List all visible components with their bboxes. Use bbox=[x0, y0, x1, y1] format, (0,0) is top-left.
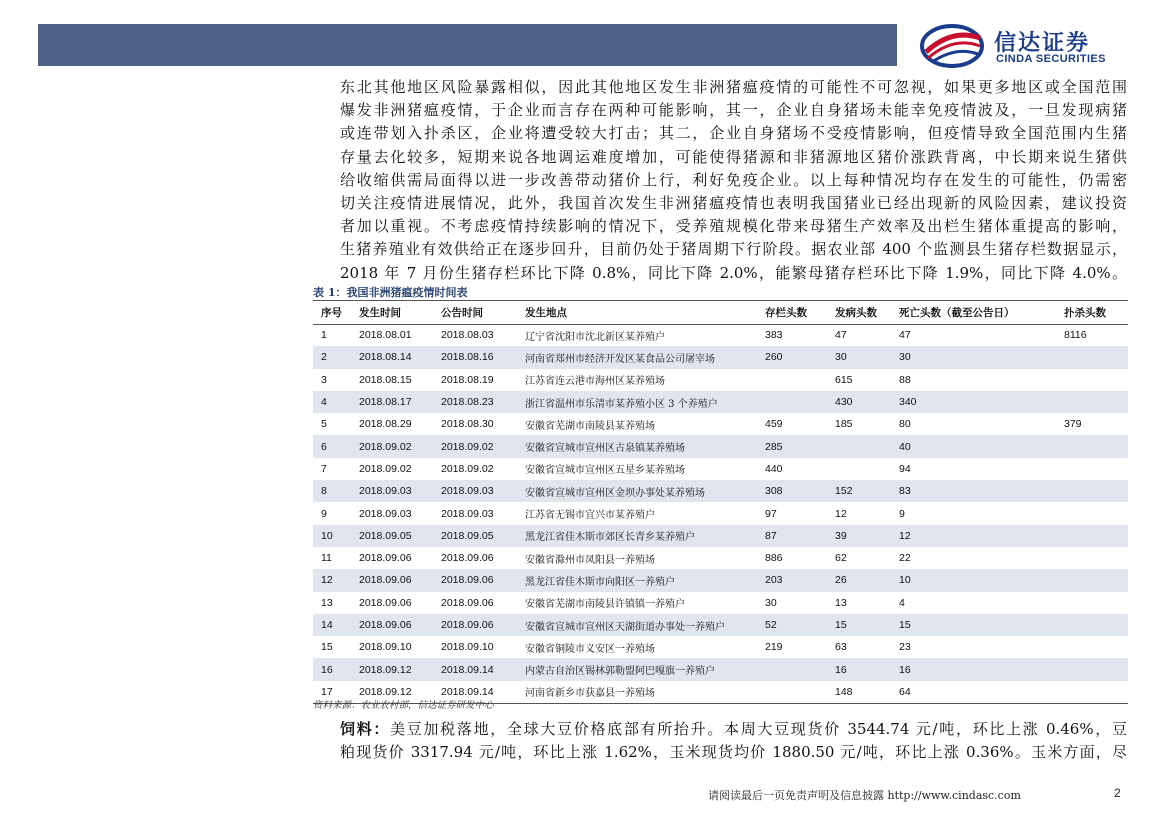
table-row bbox=[313, 324, 1128, 346]
table-cell: 15 bbox=[321, 641, 333, 654]
table-cell: 8 bbox=[313, 480, 351, 502]
table-cell bbox=[1056, 369, 1128, 391]
table-cell: 3 bbox=[321, 373, 327, 386]
paragraph-line: 存量去化较多，短期来说各地调运难度增加，可能使得猪源和非猪源地区猪价涨跌背离，中长期来说生猪供 bbox=[340, 147, 1127, 166]
table-cell: 2018.09.06 bbox=[441, 596, 494, 609]
table-cell: 440 bbox=[765, 462, 783, 475]
table-row bbox=[313, 502, 1128, 524]
table-cell: 2018.09.06 bbox=[441, 552, 494, 565]
table-cell: 7 bbox=[321, 462, 327, 475]
header-cell: 序号 bbox=[313, 302, 351, 324]
table-cell: 40 bbox=[891, 435, 1056, 457]
paragraph-line: 东北其他地区风险暴露相似，因此其他地区发生非洲猪瘟疫情的可能性不可忽视，如果更多地区或全国范围 bbox=[340, 78, 1127, 96]
table-cell bbox=[1056, 636, 1128, 658]
table-cell: 2018.08.15 bbox=[359, 373, 412, 386]
table-cell: 383 bbox=[765, 329, 783, 342]
table-cell: 12 bbox=[835, 507, 847, 520]
paragraph-line: 爆发非洲猪瘟疫情，于企业而言存在两种可能影响，其一，企业自身猪场未能幸免疫情波及，一旦发现病猪 bbox=[340, 101, 1127, 120]
table-cell: 17 bbox=[313, 681, 351, 703]
table-cell: 2018.09.10 bbox=[359, 641, 412, 654]
table-row bbox=[313, 391, 1128, 413]
table-cell bbox=[827, 458, 891, 480]
table-cell bbox=[1056, 346, 1128, 368]
table-cell: 河南省郑州市经济开发区某食品公司屠宰场 bbox=[517, 346, 757, 368]
table-cell bbox=[827, 435, 891, 457]
table-cell: 26 bbox=[827, 569, 891, 591]
table-cell: 2 bbox=[313, 346, 351, 368]
table-cell: 2018.09.06 bbox=[359, 596, 412, 609]
table-cell: 63 bbox=[835, 641, 847, 654]
table-cell: 2018.09.02 bbox=[359, 462, 412, 475]
table-cell: 15 bbox=[827, 614, 891, 636]
table-cell: 97 bbox=[765, 507, 777, 520]
table-cell: 87 bbox=[757, 525, 827, 547]
table-row bbox=[313, 547, 1128, 569]
brand-name-en: CINDA SECURITIES bbox=[996, 53, 1106, 65]
header-cell: 扑杀头数 bbox=[1056, 302, 1128, 324]
table-cell: 黑龙江省佳木斯市向阳区一养殖户 bbox=[517, 569, 757, 591]
table-cell: 9 bbox=[899, 507, 905, 520]
table-cell bbox=[1056, 480, 1128, 502]
table-cell bbox=[1056, 391, 1128, 413]
paragraph-livestock bbox=[340, 76, 1127, 285]
table-cell: 12 bbox=[313, 569, 351, 591]
table-cell: 2018.09.05 bbox=[351, 525, 433, 547]
table-cell: 2018.09.05 bbox=[433, 525, 517, 547]
page-number: 2 bbox=[1114, 786, 1121, 800]
table-cell: 2018.08.16 bbox=[433, 346, 517, 368]
table-cell: 4 bbox=[899, 596, 905, 609]
cinda-swoosh-icon bbox=[918, 22, 988, 70]
table-cell: 2018.09.06 bbox=[433, 569, 517, 591]
table-row bbox=[313, 658, 1128, 680]
table-cell: 64 bbox=[891, 681, 1056, 703]
table-cell bbox=[1056, 569, 1128, 591]
table-cell: 15 bbox=[891, 614, 1056, 636]
brand-name-cn: 信达证券 bbox=[994, 31, 1091, 56]
paragraph-line: 给收缩供需局面得以进一步改善带动猪价上行，利好免疫企业。以上每种情况均存在发生的可能性，仍需密 bbox=[340, 170, 1127, 189]
table-cell: 13 bbox=[321, 596, 333, 609]
table-cell: 9 bbox=[321, 507, 327, 520]
table-row bbox=[313, 480, 1128, 502]
table-cell: 16 bbox=[313, 658, 351, 680]
table-cell bbox=[1056, 547, 1128, 569]
table-row bbox=[313, 413, 1128, 435]
header-cell: 发生地点 bbox=[517, 302, 757, 324]
table-cell: 2018.09.10 bbox=[441, 641, 494, 654]
table-cell: 23 bbox=[899, 641, 911, 654]
table-cell: 148 bbox=[827, 681, 891, 703]
table-cell: 2018.09.02 bbox=[441, 462, 494, 475]
header-cell: 发病头数 bbox=[827, 302, 891, 324]
table-cell: 江苏省无锡市宜兴市某养殖户 bbox=[525, 510, 655, 522]
cinda-logo bbox=[918, 22, 1148, 70]
table-row bbox=[313, 369, 1128, 391]
table-cell: 430 bbox=[827, 391, 891, 413]
paragraph-line bbox=[340, 718, 1127, 741]
table-cell: 2018.08.30 bbox=[441, 418, 494, 431]
table-cell bbox=[1056, 614, 1128, 636]
table-cell: 2018.09.14 bbox=[433, 681, 517, 703]
table-cell: 80 bbox=[899, 418, 911, 431]
paragraph-text: 美豆加税落地，全球大豆价格底部有所抬升。本周大豆现货价 3544.74 元/吨，环比上涨 0.46%，豆 bbox=[390, 720, 1127, 738]
table-cell: 185 bbox=[835, 418, 853, 431]
header-bar bbox=[38, 24, 897, 66]
table-cell: 83 bbox=[891, 480, 1056, 502]
table-cell: 308 bbox=[757, 480, 827, 502]
table-cell: 16 bbox=[827, 658, 891, 680]
table-cell: 2018.08.01 bbox=[359, 329, 412, 342]
table-cell: 2018.09.03 bbox=[351, 480, 433, 502]
table-cell: 内蒙古自治区锡林郭勒盟阿巴嘎旗一养殖户 bbox=[517, 658, 757, 680]
table-cell: 辽宁省沈阳市沈北新区某养殖户 bbox=[525, 331, 665, 343]
table-cell: 河南省新乡市获嘉县一养殖场 bbox=[517, 681, 757, 703]
table-cell: 2018.08.19 bbox=[441, 373, 494, 386]
table-row bbox=[313, 569, 1128, 591]
table-cell: 2018.09.12 bbox=[351, 658, 433, 680]
table-cell: 379 bbox=[1064, 418, 1082, 431]
table-row bbox=[313, 614, 1128, 636]
table-row bbox=[313, 525, 1128, 547]
table-row bbox=[313, 592, 1128, 614]
table-row bbox=[313, 346, 1128, 368]
table-cell: 2018.09.02 bbox=[351, 435, 433, 457]
table-cell: 4 bbox=[313, 391, 351, 413]
table-cell: 2018.08.14 bbox=[351, 346, 433, 368]
table-cell: 浙江省温州市乐清市某养殖小区 3 个养殖户 bbox=[517, 391, 757, 413]
table-cell: 47 bbox=[899, 329, 911, 342]
table-cell: 2018.09.14 bbox=[433, 658, 517, 680]
table-cell: 459 bbox=[765, 418, 783, 431]
table-cell: 2018.09.06 bbox=[351, 569, 433, 591]
table-cell: 2018.09.06 bbox=[351, 614, 433, 636]
table-cell: 30 bbox=[765, 596, 777, 609]
table-cell bbox=[1056, 658, 1128, 680]
paragraph-line: 或连带划入扑杀区，企业将遭受较大打击；其二，企业自身猪场不受疫情影响，但疫情导致全国范围内生猪 bbox=[340, 124, 1127, 143]
table-cell: 2018.09.06 bbox=[359, 552, 412, 565]
table-cell: 2018.09.03 bbox=[433, 480, 517, 502]
table-cell: 2018.08.23 bbox=[433, 391, 517, 413]
divider bbox=[313, 300, 1128, 301]
table-cell: 16 bbox=[891, 658, 1056, 680]
table-header-row bbox=[313, 302, 1128, 324]
table-cell bbox=[757, 391, 827, 413]
table-cell: 52 bbox=[757, 614, 827, 636]
table-cell: 2018.09.06 bbox=[433, 614, 517, 636]
table-cell: 11 bbox=[321, 552, 332, 565]
table-row bbox=[313, 458, 1128, 480]
table-cell bbox=[757, 369, 827, 391]
header-cell: 存栏头数 bbox=[757, 302, 827, 324]
table-cell bbox=[757, 658, 827, 680]
table-cell bbox=[1056, 592, 1128, 614]
table-cell: 12 bbox=[891, 525, 1056, 547]
table-cell: 94 bbox=[899, 462, 911, 475]
table-cell: 203 bbox=[757, 569, 827, 591]
table-cell: 10 bbox=[891, 569, 1056, 591]
table-cell bbox=[1056, 502, 1128, 524]
table-cell: 安徽省铜陵市义安区一养殖场 bbox=[525, 643, 655, 655]
table-cell: 5 bbox=[321, 418, 327, 431]
header-cell: 发生时间 bbox=[351, 302, 433, 324]
table-cell: 2018.08.29 bbox=[359, 418, 412, 431]
table-cell: 152 bbox=[827, 480, 891, 502]
table-cell: 10 bbox=[313, 525, 351, 547]
table-cell: 39 bbox=[827, 525, 891, 547]
table-cell: 2018.09.12 bbox=[351, 681, 433, 703]
table-cell: 安徽省宣城市宣州区金坝办事处某养殖场 bbox=[517, 480, 757, 502]
header-cell: 公告时间 bbox=[433, 302, 517, 324]
table-cell: 1 bbox=[321, 329, 327, 342]
table-cell bbox=[1056, 458, 1128, 480]
table-cell bbox=[1056, 525, 1128, 547]
table-cell: 6 bbox=[313, 435, 351, 457]
footer-disclaimer: 请阅读最后一页免责声明及信息披露 http://www.cindasc.com bbox=[708, 789, 1021, 802]
table-cell: 13 bbox=[835, 596, 847, 609]
paragraph-line: 粕现货价 3317.94 元/吨，环比上涨 1.62%，玉米现货均价 1880.50 元/吨，环比上涨 0.36%。玉米方面，尽 bbox=[340, 743, 1127, 762]
table-cell: 安徽省芜湖市南陵县某养殖场 bbox=[525, 420, 655, 432]
table-cell: 886 bbox=[765, 552, 783, 565]
table-cell: 285 bbox=[757, 435, 827, 457]
table-cell: 安徽省滁州市凤阳县一养殖场 bbox=[525, 554, 655, 566]
table-row bbox=[313, 636, 1128, 658]
table-cell: 47 bbox=[835, 329, 847, 342]
table-cell: 30 bbox=[891, 346, 1056, 368]
table-cell bbox=[1056, 681, 1128, 703]
paragraph-line: 切关注疫情进展情况，此外，我国首次发生非洲猪瘟疫情也表明我国猪业已经出现新的风险因素，建议投资 bbox=[340, 194, 1127, 213]
table-cell: 黑龙江省佳木斯市郊区长青乡某养殖户 bbox=[517, 525, 757, 547]
table-cell: 219 bbox=[765, 641, 783, 654]
header-cell: 死亡头数（截至公告日） bbox=[891, 302, 1056, 324]
table-cell: 14 bbox=[313, 614, 351, 636]
section-label-feed: 饲料： bbox=[340, 720, 391, 738]
table-cell: 2018.08.17 bbox=[351, 391, 433, 413]
table-cell: 8116 bbox=[1064, 329, 1087, 342]
table-cell: 2018.09.02 bbox=[433, 435, 517, 457]
table-cell: 2018.09.03 bbox=[441, 507, 494, 520]
table-cell: 安徽省芜湖市南陵县许镇镇一养殖户 bbox=[525, 599, 685, 611]
table-cell: 2018.09.03 bbox=[359, 507, 412, 520]
asf-outbreak-table bbox=[313, 302, 1128, 704]
table-cell bbox=[1056, 435, 1128, 457]
table-cell: 260 bbox=[757, 346, 827, 368]
table-cell: 62 bbox=[835, 552, 847, 565]
table-cell: 2018.08.03 bbox=[441, 329, 494, 342]
paragraph-line: 者加以重视。不考虑疫情持续影响的情况下，受养殖规模化带来母猪生产效率及出栏生猪体重提高的影响， bbox=[340, 217, 1127, 236]
table-cell: 615 bbox=[835, 373, 853, 386]
table-cell: 安徽省宣城市宣州区五星乡某养殖场 bbox=[525, 465, 685, 477]
table-cell: 340 bbox=[891, 391, 1056, 413]
table-cell: 江苏省连云港市海州区某养殖场 bbox=[525, 376, 665, 388]
table-row bbox=[313, 435, 1128, 457]
paragraph-line: 生猪养殖业有效供给正在逐步回升，目前仍处于猪周期下行阶段。据农业部 400 个监测县生猪存栏数据显示， bbox=[340, 240, 1127, 259]
table-cell: 30 bbox=[827, 346, 891, 368]
paragraph-feed bbox=[340, 718, 1127, 764]
paragraph-line: 2018 年 7 月份生猪存栏环比下降 0.8%，同比下降 2.0%，能繁母猪存栏环比下降 1.9%，同比下降 4.0%。 bbox=[340, 263, 1127, 282]
table-cell: 安徽省宣城市宣州区天湖街道办事处一养殖户 bbox=[517, 614, 757, 636]
table-cell: 安徽省宣城市宣州区古泉镇某养殖场 bbox=[517, 435, 757, 457]
table-cell: 22 bbox=[899, 552, 911, 565]
table-source-note: 资料来源：农业农村部，信达证券研发中心 bbox=[313, 700, 494, 711]
table-cell: 88 bbox=[899, 373, 911, 386]
table-cell bbox=[757, 681, 827, 703]
table-caption: 表 1：我国非洲猪瘟疫情时间表 bbox=[313, 286, 468, 299]
